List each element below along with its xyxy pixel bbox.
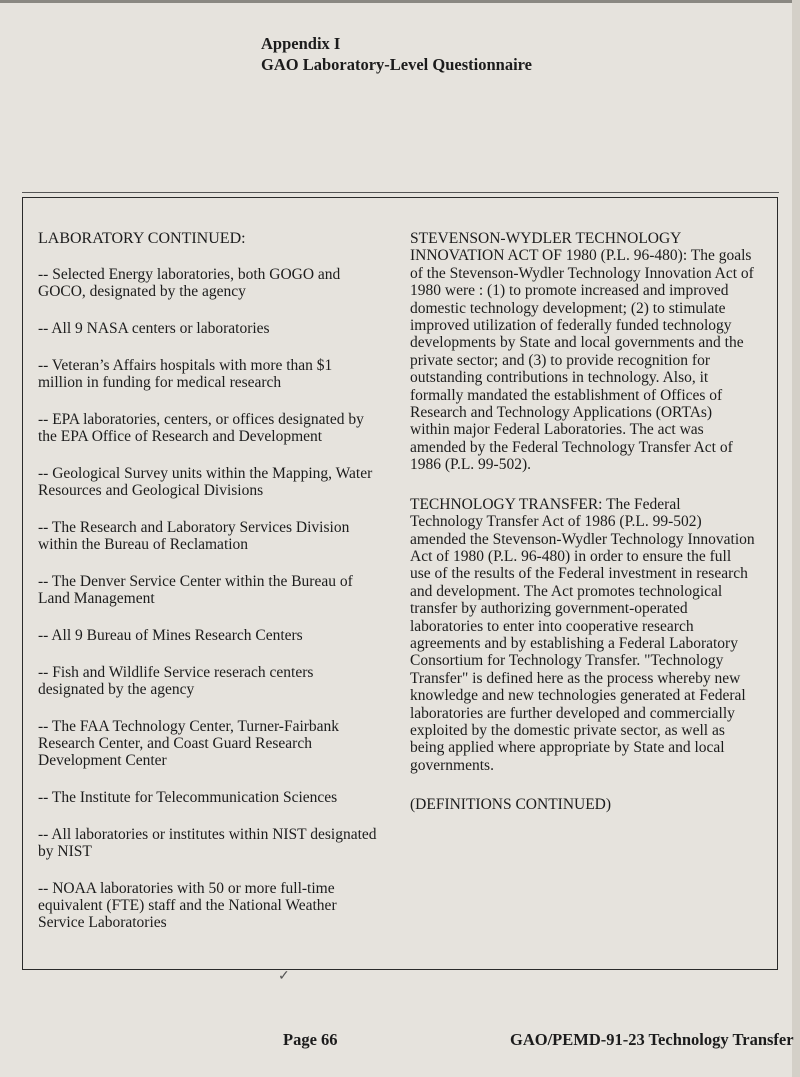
left-column-title: LABORATORY CONTINUED:	[38, 230, 246, 247]
list-item: -- All 9 NASA centers or laboratories	[38, 320, 270, 337]
technology-transfer-term: TECHNOLOGY TRANSFER:	[410, 495, 607, 513]
page-number: Page 66	[283, 1030, 338, 1049]
stevenson-wydler-definition	[410, 230, 755, 474]
stevenson-wydler-body: The goals of the Stevenson-Wydler Technology Innovation Act of 1980 were : (1) to promote increased and improved domestic technology development; (2) to stimulate improved utilization of federally funded technology developments by State and local governments and the private sector; and (3) to provide recognition for outstanding contributions in technology. Also, it formally mandated the establishment of Offices of Research and Technology Applications (ORTAs) within major Federal Laboratories. The act was amended by the Federal Technology Transfer Act of 1986 (P.L. 99-502).	[410, 247, 754, 474]
list-item: -- The Research and Laboratory Services Division within the Bureau of Reclamation	[38, 519, 350, 553]
appendix-label: Appendix I	[261, 34, 341, 53]
list-item: -- All laboratories or institutes within NIST designated by NIST	[38, 826, 377, 860]
page-edge-shadow	[792, 0, 800, 1077]
list-item: -- The Denver Service Center within the Bureau of Land Management	[38, 573, 353, 607]
list-item: -- Fish and Wildlife Service reserach centers designated by the agency	[38, 664, 314, 698]
definitions-continued: (DEFINITIONS CONTINUED)	[410, 796, 612, 814]
list-item: -- NOAA laboratories with 50 or more full-time equivalent (FTE) staff and the National Weather Service Laboratories	[38, 880, 337, 931]
list-item: -- All 9 Bureau of Mines Research Centers	[38, 627, 303, 644]
scan-mark: ✓	[278, 969, 290, 984]
list-item: -- The Institute for Telecommunication Sciences	[38, 789, 338, 806]
left-column	[38, 230, 378, 951]
list-item: -- The FAA Technology Center, Turner-Fairbank Research Center, and Coast Guard Research Development Center	[38, 718, 340, 769]
page-header	[261, 33, 532, 75]
frame-top-rule	[22, 192, 779, 193]
stevenson-wydler-term: STEVENSON-WYDLER TECHNOLOGY INNOVATION ACT OF 1980 (P.L. 96-480):	[410, 230, 691, 265]
appendix-subtitle: GAO Laboratory-Level Questionnaire	[261, 55, 533, 74]
top-rule	[0, 0, 800, 3]
technology-transfer-body: The Federal Technology Transfer Act of 1986 (P.L. 99-502) amended the Stevenson-Wydler Technology Innovation Act of 1980 (P.L. 96-480) in order to ensure the full use of the results of the Federal investment in research and development. The Act promotes technological transfer by authorizing government-operated laboratories to enter into cooperative research agreements and by establishing a Federal Laboratory Consortium for Technology Transfer. "Technology Transfer" is defined here as the process whereby new knowledge and new technologies generated at Federal laboratories are further developed and commercially exploited by the domestic private sector, as well as being applied where appropriate by State and local governments.	[410, 495, 755, 774]
list-item: -- Geological Survey units within the Mapping, Water Resources and Geological Divisions	[38, 465, 373, 499]
list-item: -- Selected Energy laboratories, both GOGO and GOCO, designated by the agency	[38, 266, 341, 300]
technology-transfer-definition	[410, 496, 755, 775]
right-column	[410, 230, 755, 814]
list-item: -- Veteran’s Affairs hospitals with more than $1 million in funding for medical research	[38, 357, 333, 391]
report-number: GAO/PEMD-91-23 Technology Transfer	[510, 1030, 794, 1049]
list-item: -- EPA laboratories, centers, or offices designated by the EPA Office of Research and Development	[38, 411, 364, 445]
